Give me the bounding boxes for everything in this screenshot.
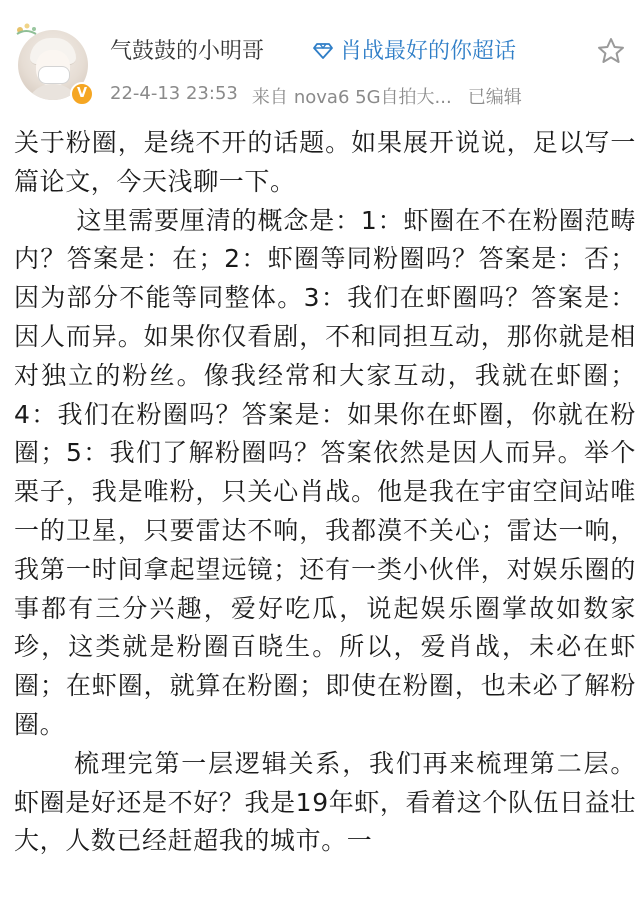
username[interactable]: 气鼓鼓的小明哥 [110, 39, 265, 64]
post-paragraph: 关于粉圈，是绕不开的话题。如果展开说说，足以写一篇论文，今天浅聊一下。 [14, 128, 636, 196]
post-meta [110, 83, 522, 109]
diamond-topic-icon [312, 39, 334, 61]
post-timestamp: 22-4-13 23:53 [110, 83, 238, 104]
super-topic-link[interactable] [312, 34, 516, 65]
verified-badge-icon: V [70, 82, 94, 106]
edited-label[interactable]: 已编辑 [467, 87, 522, 108]
post-body [14, 124, 636, 861]
avatar[interactable] [14, 22, 92, 100]
source-prefix: 来自 [251, 87, 288, 108]
super-topic-label: 肖战最好的你超话 [340, 39, 517, 64]
source-device[interactable]: nova6 5G自拍大... [293, 87, 452, 108]
post-paragraph: 梳理完第一层逻辑关系，我们再来梳理第二层。虾圈是好还是不好？我是19年虾，看着这个队伍日益壮大，人数已经赶超我的城市。一 [14, 748, 636, 856]
star-outline-icon[interactable] [596, 36, 626, 66]
post-header [0, 0, 640, 120]
post-paragraph: 这里需要厘清的概念是：1：虾圈在不在粉圈范畴内？答案是：在；2：虾圈等同粉圈吗？答案是：否；因为部分不能等同整体。3：我们在虾圈吗？答案是：因人而异。如果你仅看剧，不和同担互动，那你就是相对独立的粉丝。像我经常和大家互动，我就在虾圈；4：我们在粉圈吗？答案是：如果你在虾圈，你就在粉圈；5：我们了解粉圈吗？答案依然是因人而异。举个栗子，我是唯粉，只关心肖战。他是我在宇宙空间站唯一的卫星，只要雷达不响，我都漠不关心；雷达一响，我第一时间拿起望远镜；还有一类小伙伴，对娱乐圈的事都有三分兴趣，爱好吃瓜，说起娱乐圈掌故如数家珍，这类就是粉圈百晓生。所以，爱肖战，未必在虾圈；在虾圈，就算在粉圈；即使在粉圈，也未必了解粉圈。 [14, 205, 636, 739]
